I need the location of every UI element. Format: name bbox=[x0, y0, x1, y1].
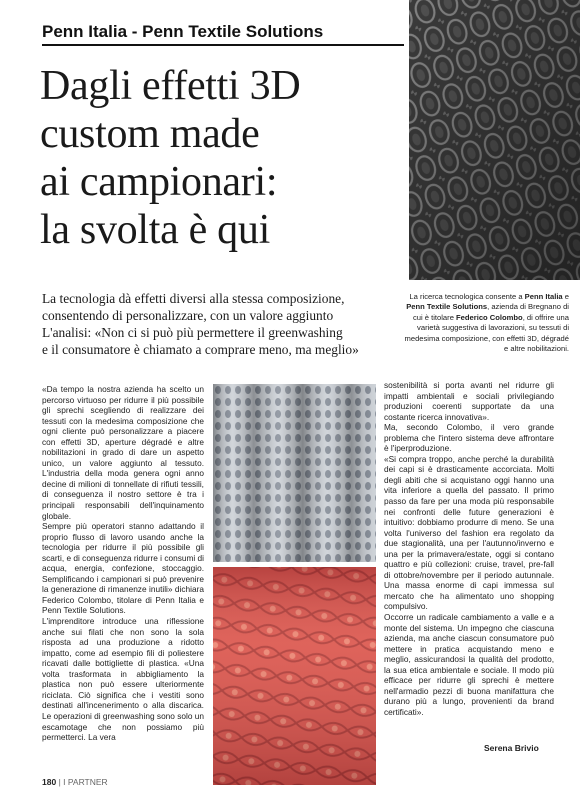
paragraph: L'imprenditore introduce una riflessione anche sui filati che non sono la sola risposta ad una produzione a ridotto impatto, come ad esempio fili di poliestere ricavati dalle bottigliette di plastica. «Una volta trasformata in abbigliamento la plastica non può essere ulteriormente riciclata. Ciò significa che i vestiti sono destinati all'incenerimento o alla discarica. Le operazioni di greenwashing sono solo un escamotage che non possiamo più permetterci. La vera bbox=[42, 616, 204, 743]
headline-line: la svolta è qui bbox=[40, 207, 270, 253]
article-column-1 bbox=[42, 384, 204, 743]
kicker: Penn Italia - Penn Textile Solutions bbox=[42, 22, 324, 41]
article-column-2 bbox=[384, 380, 554, 718]
paragraph: Occorre un radicale cambiamento a valle e a monte del sistema. Un impegno che ciascuna azienda, ma anche ciascun consumatore può mettere in pratica acquistando meno e meglio, assicurandosi la qualità del prodotto, la sua etica ambientale e sociale. Il modo più efficace per ridurre gli sprechi è mettere nell'armadio pezzi di buona manifattura che durano più a lungo, provenienti da brand certificati». bbox=[384, 612, 554, 717]
headline-line: Dagli effetti 3D bbox=[40, 63, 301, 109]
deck-line: consentendo di personalizzare, con un valore aggiunto bbox=[42, 308, 334, 323]
headline-line: custom made bbox=[40, 111, 260, 157]
headline bbox=[40, 62, 400, 254]
page-footer bbox=[42, 777, 108, 787]
deck-line: La tecnologia dà effetti diversi alla stessa composizione, bbox=[42, 291, 345, 306]
deck bbox=[42, 290, 372, 358]
fabric-photo-red bbox=[213, 567, 376, 785]
kicker-divider bbox=[42, 44, 404, 46]
paragraph: sostenibilità si porta avanti nel ridurre gli impatti ambientali e sociali privilegiando produzioni coerenti supportate da una costante ricerca innovativa». bbox=[384, 380, 554, 422]
photo-caption: La ricerca tecnologica consente a Penn Italia e Penn Textile Solutions, azienda di Bregnano di cui è titolare Federico Colombo, di offrire una varietà suggestiva di lavorazioni, su tessuti di medesima composizione, con effetti 3D, dégradé e altre nobilitazioni. bbox=[404, 292, 569, 354]
paragraph: «Da tempo la nostra azienda ha scelto un percorso virtuoso per ridurre il più possibile gli sprechi scegliendo di realizzare dei tessuti con la medesima composizione che ogni cliente può personalizzare a piacere con effetti 3D, aperture dégradé e altre nobilitazioni in grado di dare un aspetto unico, un valore aggiunto al tessuto. L'industria della moda genera ogni anno decine di milioni di tonnellate di rifiuti tessili, di conseguenza il nostro settore è tra i principali responsabili dell'inquinamento globale. bbox=[42, 384, 204, 521]
section-label: | I PARTNER bbox=[58, 777, 108, 787]
fabric-photo-lace bbox=[213, 384, 376, 562]
page-number: 180 bbox=[42, 777, 57, 787]
fabric-photo-dark bbox=[409, 0, 580, 280]
paragraph: Sempre più operatori stanno adattando il proprio flusso di lavoro usando anche la tecnologia per ridurre il più possibile gli scarti, e di conseguenza ridurre i consumi di acqua, energia, confezione, stoccaggio. Semplificando i campionari si può prevenire la generazione di rimanenze inutili» dichiara Federico Colombo, titolare di Penn Italia e Penn Textile Solutions. bbox=[42, 521, 204, 616]
deck-line: e il consumatore è chiamato a comprare meno, ma meglio» bbox=[42, 342, 359, 357]
paragraph: «Si compra troppo, anche perché la durabilità dei capi si è drasticamente accorciata. Molti degli abiti che si acquistano oggi hanno una vita inferiore a quella del passato. Il primo passo da fare per una moda più responsabile nei confronti delle future generazioni è intuitivo: dobbiamo produrre di meno. Se una volta l'universo del fashion era regolato da due stagionalità, una per l'autunno/inverno e una per la primavera/estate, oggi si contano quattro e più collezioni: cruise, travel, pre-fall di ottobre/novembre per il periodo autunnale. Una massa enorme di capi immessa sul mercato che ha alimentato uno shopping compulsivo. bbox=[384, 453, 554, 612]
headline-line: ai campionari: bbox=[40, 159, 278, 205]
paragraph: Ma, secondo Colombo, il vero grande problema che l'intero sistema deve affrontare è l'iperproduzione. bbox=[384, 422, 554, 454]
author-byline: Serena Brivio bbox=[484, 743, 539, 753]
deck-line: L'analisi: «Non ci si può più permettere il greenwashing bbox=[42, 325, 343, 340]
